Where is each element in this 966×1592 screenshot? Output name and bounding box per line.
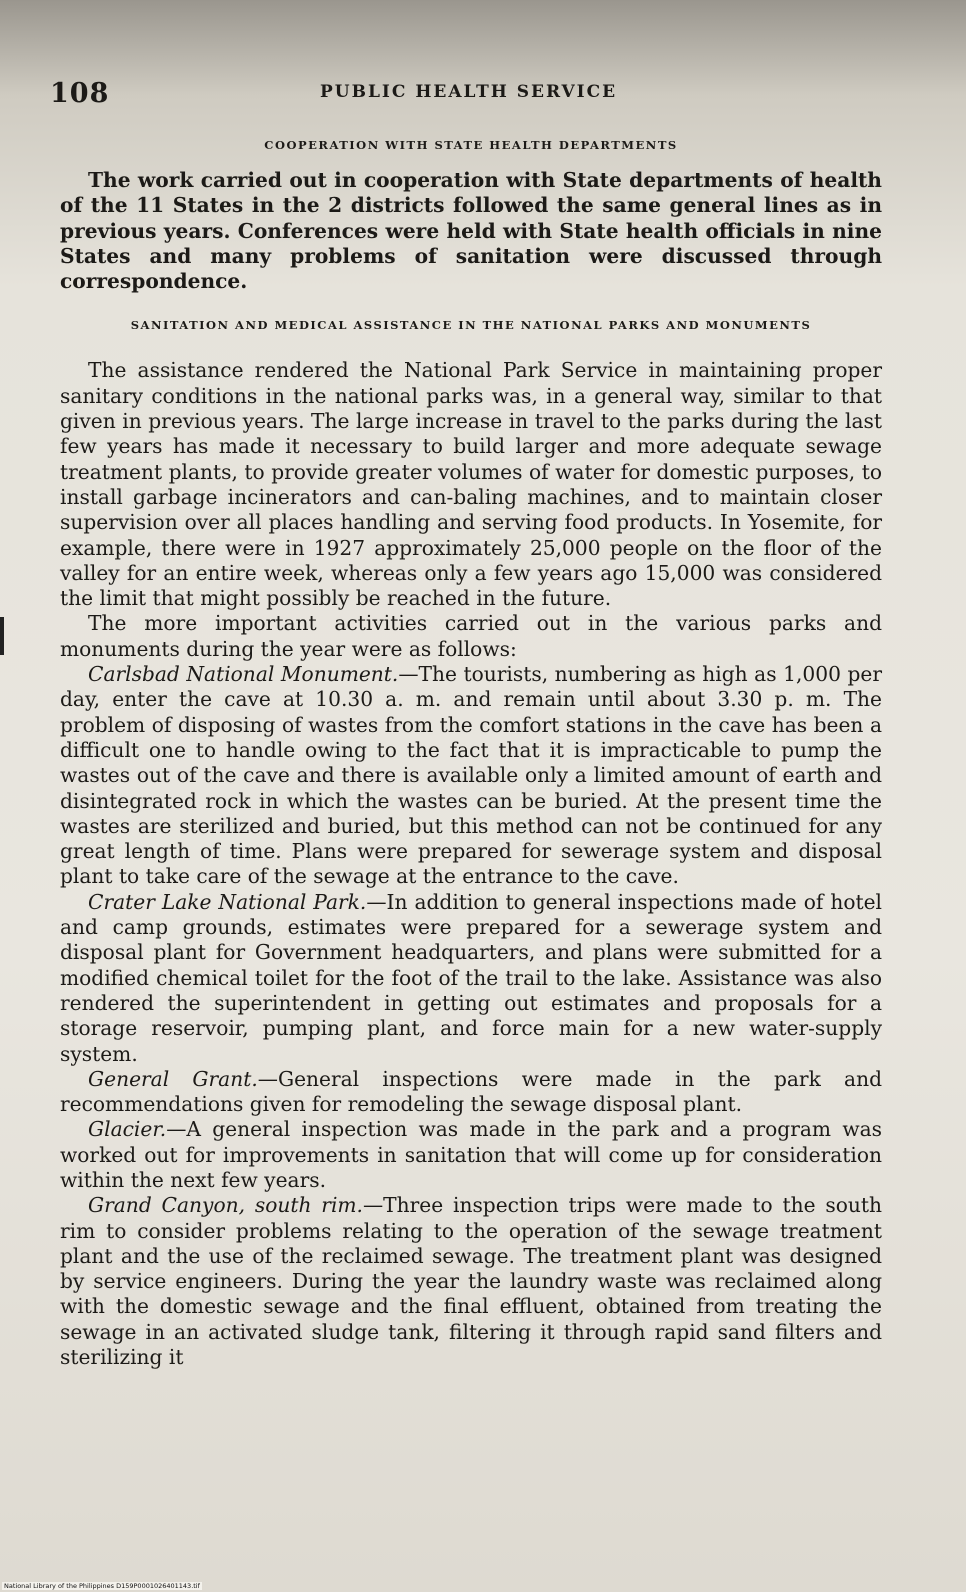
entry-text: —Three inspection trips were made to the south rim to consider problems relating to the operation of the sewage treatment plant and the use of the reclaimed sewage. The treatment plant was designed by service engineers. During the year the laundry waste was reclaimed along with the domestic sewage and the final effluent, obtained from treating the sewage in an activated sludge tank, filtering it through rapid sand filters and sterilizing it <box>60 1193 882 1370</box>
entry-paragraph <box>60 890 882 1067</box>
binding-mark <box>0 617 4 655</box>
section-heading-cooperation: COOPERATION WITH STATE HEALTH DEPARTMENTS <box>264 138 678 152</box>
page-header <box>50 78 910 128</box>
entry-text: —A general inspection was made in the park and a program was worked out for improvements in sanitation that will come up for consideration within the next few years. <box>60 1117 882 1192</box>
scan-footer: National Library of the Philippines D159P0001026401143.tif <box>4 1582 200 1590</box>
entry-paragraph <box>60 662 882 890</box>
entry-lead: Grand Canyon, south rim. <box>88 1193 363 1218</box>
entry-text: —The tourists, numbering as high as 1,000 per day, enter the cave at 10.30 a. m. and remain until about 3.30 p. m. The problem of disposing of wastes from the comfort stations in the cave has been a difficult one to handle owing to the fact that it is impracticable to pump the wastes out of the cave and there is available only a limited amount of earth and disintegrated rock in which the wastes can be buried. At the present time the wastes are sterilized and buried, but this method can not be continued for any great length of time. Plans were prepared for sewerage system and disposal plant to take care of the sewage at the entrance to the cave. <box>60 662 883 889</box>
paragraph: The more important activities carried out in the various parks and monuments during the year were as follows: <box>60 611 882 661</box>
entry-lead: Glacier. <box>88 1117 167 1142</box>
entry-lead: General Grant. <box>88 1066 258 1091</box>
entry-text: —In addition to general inspections made of hotel and camp grounds, estimates were prepared for a sewerage system and disposal plant for Government headquarters, and plans were submitted for a modified chemical toilet for the foot of the trail to the lake. Assistance was also rendered the superintendent in getting out estimates and proposals for a storage reservoir, pumping plant, and force main for a new water-supply system. <box>60 889 882 1066</box>
page-number: 108 <box>50 78 110 109</box>
entry-paragraph <box>60 1117 882 1193</box>
running-head: PUBLIC HEALTH SERVICE <box>320 82 618 102</box>
paragraph: The work carried out in cooperation with State departments of health of the 11 States in the 2 districts followed the same general lines as in previous years. Conferences were held with State health officials in nine States and many problems of sanitation were discussed through correspondence. <box>60 168 882 294</box>
entry-lead: Carlsbad National Monument. <box>88 662 399 687</box>
entry-paragraph <box>60 1193 882 1370</box>
entry-paragraph <box>60 1067 882 1118</box>
page-body <box>60 138 882 1370</box>
entry-text: —General inspections were made in the park and recommendations given for remodeling the sewage disposal plant. <box>60 1066 882 1117</box>
entry-lead: Crater Lake National Park. <box>88 889 367 914</box>
paragraph: The assistance rendered the National Park Service in maintaining proper sanitary conditions in the national parks was, in a general way, similar to that given in previous years. The large increase in travel to the parks during the last few years has made it necessary to build larger and more adequate sewage treatment plants, to provide greater volumes of water for domestic purposes, to install garbage incinerators and can-baling machines, and to maintain closer supervision over all places handling and serving food products. In Yosemite, for example, there were in 1927 approximately 25,000 people on the floor of the valley for an entire week, whereas only a few years ago 15,000 was considered the limit that might possibly be reached in the future. <box>60 358 882 611</box>
section-heading-national-parks: SANITATION AND MEDICAL ASSISTANCE IN THE NATIONAL PARKS AND MONUMENTS <box>130 318 812 333</box>
